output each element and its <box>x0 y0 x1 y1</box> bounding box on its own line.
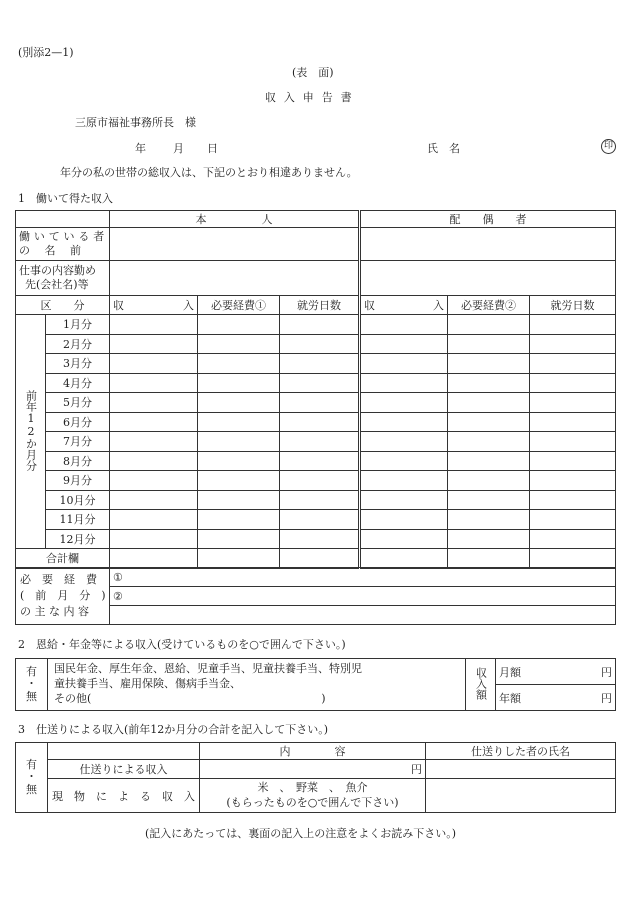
month-row <box>16 432 616 452</box>
self-expense-cell[interactable] <box>198 412 280 432</box>
self-expense-cell[interactable] <box>198 471 280 491</box>
self-income-cell[interactable] <box>110 510 198 530</box>
spouse-worker-name-field[interactable] <box>360 228 616 261</box>
expense-detail-1[interactable]: ① <box>110 568 616 587</box>
spouse-expense-cell[interactable] <box>448 451 530 471</box>
expense-detail-3[interactable] <box>110 606 616 625</box>
spouse-income-cell[interactable] <box>360 412 448 432</box>
self-days-cell[interactable] <box>280 451 360 471</box>
self-days-cell[interactable] <box>280 510 360 530</box>
self-income-cell[interactable] <box>110 529 198 549</box>
self-income-header: 収 入 <box>110 296 198 315</box>
spouse-days-cell[interactable] <box>530 432 616 452</box>
total-spouse-days[interactable] <box>530 549 616 569</box>
self-income-cell[interactable] <box>110 354 198 374</box>
month-rows <box>16 315 616 549</box>
spouse-income-cell[interactable] <box>360 529 448 549</box>
self-income-cell[interactable] <box>110 373 198 393</box>
self-income-cell[interactable] <box>110 490 198 510</box>
declaration-text: 年分の私の世帯の総収入は、下記のとおり相違ありません。 <box>60 166 358 179</box>
spouse-job-field[interactable] <box>360 261 616 296</box>
spouse-expense-cell[interactable] <box>448 393 530 413</box>
spouse-days-cell[interactable] <box>530 451 616 471</box>
spouse-expense-cell[interactable] <box>448 471 530 491</box>
monthly-amount-field[interactable]: 月額 円 <box>496 659 616 685</box>
self-days-header: 就労日数 <box>280 296 360 315</box>
spouse-days-cell[interactable] <box>530 471 616 491</box>
self-days-cell[interactable] <box>280 471 360 491</box>
spouse-expense-cell[interactable] <box>448 510 530 530</box>
self-expense-cell[interactable] <box>198 529 280 549</box>
self-expense-cell[interactable] <box>198 373 280 393</box>
month-row <box>16 373 616 393</box>
spouse-expense-cell[interactable] <box>448 412 530 432</box>
spouse-income-cell[interactable] <box>360 393 448 413</box>
spouse-days-cell[interactable] <box>530 490 616 510</box>
remit-amount-field[interactable]: 円 <box>200 760 426 779</box>
month-label: 2月分 <box>46 334 110 354</box>
total-label: 合計欄 <box>16 549 110 569</box>
spouse-days-cell[interactable] <box>530 354 616 374</box>
spouse-days-cell[interactable] <box>530 393 616 413</box>
spouse-header: 配 偶 者 <box>360 211 616 228</box>
spouse-income-cell[interactable] <box>360 451 448 471</box>
addressee: 三原市福祉事務所長 様 <box>75 116 196 129</box>
remittance-table <box>15 742 616 813</box>
spouse-expense-cell[interactable] <box>448 315 530 335</box>
total-self-income[interactable] <box>110 549 198 569</box>
side-label: (表 面) <box>292 66 334 79</box>
self-days-cell[interactable] <box>280 412 360 432</box>
total-self-days[interactable] <box>280 549 360 569</box>
spouse-income-cell[interactable] <box>360 373 448 393</box>
spouse-income-cell[interactable] <box>360 432 448 452</box>
worker-name-label: 働いている者 の 名 前 <box>16 228 110 261</box>
self-days-cell[interactable] <box>280 334 360 354</box>
date-month-label: 月 <box>173 142 184 155</box>
self-income-cell[interactable] <box>110 412 198 432</box>
form-title: 収 入 申 告 書 <box>265 91 354 104</box>
remit-label: 仕送りによる収入 <box>48 760 200 779</box>
self-expense-cell[interactable] <box>198 510 280 530</box>
yearly-amount-field[interactable]: 年額 円 <box>496 685 616 711</box>
month-label: 4月分 <box>46 373 110 393</box>
sender-header: 仕送りした者の氏名 <box>426 743 616 760</box>
self-expense-header: 必要経費① <box>198 296 280 315</box>
date-day-label: 日 <box>207 142 218 155</box>
self-days-cell[interactable] <box>280 490 360 510</box>
month-row <box>16 451 616 471</box>
self-days-cell[interactable] <box>280 432 360 452</box>
spouse-days-cell[interactable] <box>530 315 616 335</box>
self-job-field[interactable] <box>110 261 360 296</box>
spouse-days-cell[interactable] <box>530 529 616 549</box>
spouse-expense-cell[interactable] <box>448 432 530 452</box>
total-spouse-expense[interactable] <box>448 549 530 569</box>
total-spouse-income[interactable] <box>360 549 448 569</box>
pension-table <box>15 658 616 711</box>
self-expense-cell[interactable] <box>198 490 280 510</box>
self-expense-cell[interactable] <box>198 393 280 413</box>
spouse-days-cell[interactable] <box>530 334 616 354</box>
self-days-cell[interactable] <box>280 393 360 413</box>
month-row <box>16 510 616 530</box>
month-label: 12月分 <box>46 529 110 549</box>
spouse-days-cell[interactable] <box>530 412 616 432</box>
income-amount-label: 収入額 <box>466 659 496 711</box>
self-expense-cell[interactable] <box>198 432 280 452</box>
month-label: 10月分 <box>46 490 110 510</box>
month-row <box>16 393 616 413</box>
spouse-expense-header: 必要経費② <box>448 296 530 315</box>
spouse-income-cell[interactable] <box>360 471 448 491</box>
content-header: 内 容 <box>200 743 426 760</box>
spouse-income-cell[interactable] <box>360 490 448 510</box>
self-header: 本 人 <box>110 211 360 228</box>
section3-title: 3 仕送りによる収入(前年12か月分の合計を記入して下さい。) <box>18 723 329 736</box>
month-label: 6月分 <box>46 412 110 432</box>
section2-title: 2 恩給・年金等による収入(受けているものを○で囲んで下さい。) <box>18 638 346 651</box>
month-row <box>16 315 616 335</box>
spouse-expense-cell[interactable] <box>448 373 530 393</box>
self-income-cell[interactable] <box>110 393 198 413</box>
self-days-cell[interactable] <box>280 373 360 393</box>
self-days-cell[interactable] <box>280 315 360 335</box>
spouse-income-cell[interactable] <box>360 334 448 354</box>
month-label: 9月分 <box>46 471 110 491</box>
self-days-cell[interactable] <box>280 354 360 374</box>
month-label: 11月分 <box>46 510 110 530</box>
remit-sender-field[interactable] <box>426 760 616 779</box>
expense-detail-2[interactable]: ② <box>110 587 616 606</box>
spouse-expense-cell[interactable] <box>448 529 530 549</box>
month-label: 5月分 <box>46 393 110 413</box>
month-label: 1月分 <box>46 315 110 335</box>
remittance-yes-no[interactable]: 有 ・ 無 <box>16 743 48 813</box>
month-row <box>16 490 616 510</box>
job-label: 仕事の内容勤め 先(会社名)等 <box>16 261 110 296</box>
self-income-cell[interactable] <box>110 334 198 354</box>
pension-types[interactable]: 国民年金、厚生年金、恩給、児童手当、児童扶養手当、特別児 童扶養手当、雇用保険、傷病手当金、 その他( ) <box>48 659 466 711</box>
spouse-days-cell[interactable] <box>530 510 616 530</box>
expense-details-table <box>15 567 616 625</box>
self-income-cell[interactable] <box>110 315 198 335</box>
seal-mark: 印 <box>601 138 616 154</box>
self-income-cell[interactable] <box>110 451 198 471</box>
applicant-name-label: 氏 名 <box>427 142 460 155</box>
self-days-cell[interactable] <box>280 529 360 549</box>
expense-details-label: 必 要 経 費 ( 前 月 分 ) の 主 な 内 容 <box>16 568 110 625</box>
spouse-expense-cell[interactable] <box>448 334 530 354</box>
earned-income-table <box>15 210 616 569</box>
goods-options[interactable]: 米 、 野菜 、 魚介 (もらったものを○で囲んで下さい) <box>200 779 426 813</box>
month-row <box>16 354 616 374</box>
month-label: 8月分 <box>46 451 110 471</box>
month-label: 7月分 <box>46 432 110 452</box>
form-code: (別添2—1) <box>18 46 74 59</box>
kubun-header: 区 分 <box>16 296 110 315</box>
month-label: 3月分 <box>46 354 110 374</box>
prior-year-label: 前年12か月分 <box>16 315 46 549</box>
self-expense-cell[interactable] <box>198 451 280 471</box>
month-row <box>16 412 616 432</box>
spouse-expense-cell[interactable] <box>448 354 530 374</box>
self-income-cell[interactable] <box>110 432 198 452</box>
section1-title: 1 働いて得た収入 <box>18 192 113 205</box>
spouse-income-cell[interactable] <box>360 354 448 374</box>
spouse-income-cell[interactable] <box>360 510 448 530</box>
total-self-expense[interactable] <box>198 549 280 569</box>
self-expense-cell[interactable] <box>198 315 280 335</box>
spouse-income-header: 収 入 <box>360 296 448 315</box>
spouse-expense-cell[interactable] <box>448 490 530 510</box>
spouse-days-cell[interactable] <box>530 373 616 393</box>
self-expense-cell[interactable] <box>198 334 280 354</box>
pension-yes-no[interactable]: 有 ・ 無 <box>16 659 48 711</box>
footer-note: (記入にあたっては、裏面の記入上の注意をよくお読み下さい。) <box>145 827 457 840</box>
self-expense-cell[interactable] <box>198 354 280 374</box>
goods-sender-field[interactable] <box>426 779 616 813</box>
date-year-label: 年 <box>135 142 146 155</box>
spouse-days-header: 就労日数 <box>530 296 616 315</box>
spouse-income-cell[interactable] <box>360 315 448 335</box>
month-row <box>16 529 616 549</box>
month-row <box>16 471 616 491</box>
self-income-cell[interactable] <box>110 471 198 491</box>
self-worker-name-field[interactable] <box>110 228 360 261</box>
month-row <box>16 334 616 354</box>
goods-label: 現 物 に よ る 収 入 <box>48 779 200 813</box>
